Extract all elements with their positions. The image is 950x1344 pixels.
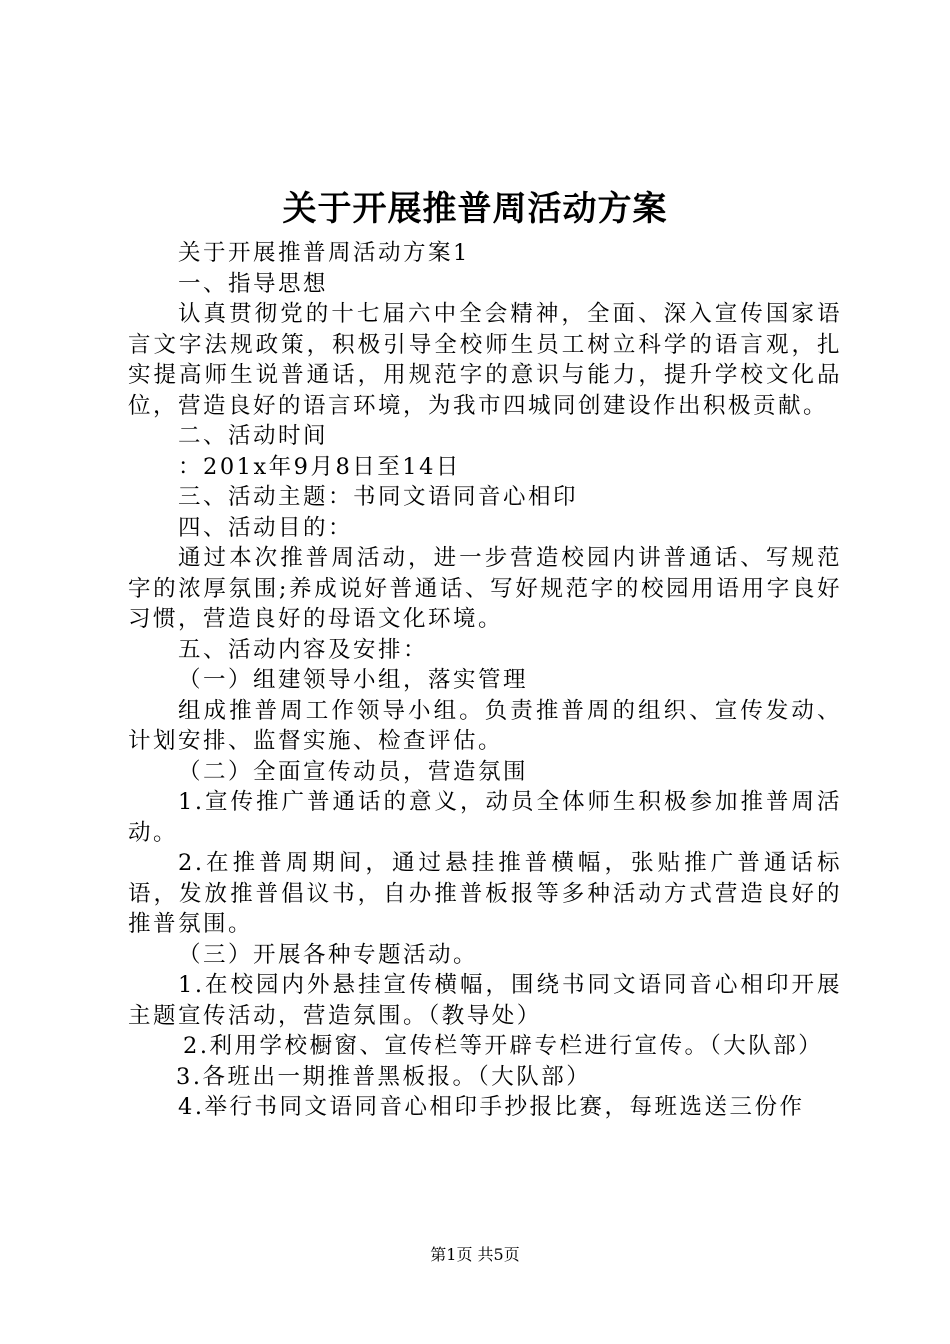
document-body xyxy=(128,238,842,1123)
paragraph: （二）全面宣传动员，营造氛围 xyxy=(178,758,529,785)
paragraph: 三、活动主题：书同文语同音心相印 xyxy=(178,484,579,510)
paragraph: 2.在推普周期间，通过悬挂推普横幅，张贴推广普通话标语，发放推普倡议书，自办推普板报等多种活动方式营造良好的推普氛围。 xyxy=(128,850,842,937)
paragraph: 关于开展推普周活动方案1 xyxy=(178,240,470,266)
paragraph: 1.在校园内外悬挂宣传横幅，围绕书同文语同音心相印开展主题宣传活动，营造氛围。（教导处） xyxy=(128,972,842,1029)
paragraph: 组成推普周工作领导小组。负责推普周的组织、宣传发动、计划安排、监督实施、检查评估。 xyxy=(128,697,842,754)
paragraph: 四、活动目的： xyxy=(178,514,354,541)
paragraph: 二、活动时间 xyxy=(178,423,329,449)
paragraph: 通过本次推普周活动，进一步营造校园内讲普通话、写规范字的浓厚氛围;养成说好普通话、写好规范字的校园用语用字良好习惯，营造良好的母语文化环境。 xyxy=(128,545,842,632)
paragraph: 3.各班出一期推普黑板报。（大队部） xyxy=(176,1063,592,1090)
paragraph: ：201x年9月8日至14日 xyxy=(178,453,461,480)
paragraph: 1.宣传推广普通话的意义，动员全体师生积极参加推普周活动。 xyxy=(128,789,842,846)
paragraph: 五、活动内容及安排： xyxy=(178,636,429,663)
paragraph: 4.举行书同文语同音心相印手抄报比赛，每班选送三份作 xyxy=(178,1094,805,1120)
page-footer: 第1页 共5页 xyxy=(430,1245,520,1264)
paragraph: 认真贯彻党的十七届六中全会精神，全面、深入宣传国家语言文字法规政策，积极引导全校师生员工树立科学的语言观，扎实提高师生说普通话，用规范字的意识与能力，提升学校文化品位，营造良好的语言环境，为我市四城同创建设作出积极贡献。 xyxy=(128,301,842,419)
paragraph: （三）开展各种专题活动。 xyxy=(178,941,479,968)
paragraph: 2.利用学校橱窗、宣传栏等开辟专栏进行宣传。（大队部） xyxy=(183,1033,824,1059)
document-title: 关于开展推普周活动方案 xyxy=(282,189,668,229)
paragraph: 一、指导思想 xyxy=(178,270,329,297)
paragraph: （一）组建领导小组，落实管理 xyxy=(178,667,529,693)
